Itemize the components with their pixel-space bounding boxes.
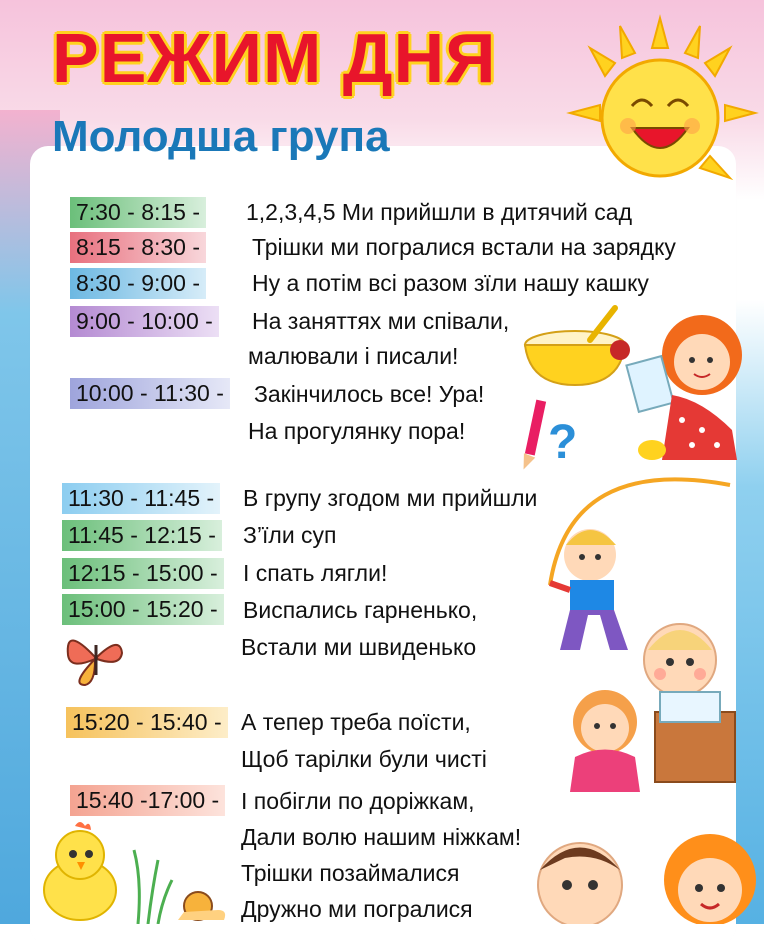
schedule-time: 9:00 - 10:00 -: [70, 306, 219, 337]
schedule-activity: Щоб тарілки були чисті: [241, 746, 487, 772]
schedule-time: 8:15 - 8:30 -: [70, 232, 206, 263]
schedule-row-8: [62, 558, 224, 589]
schedule-activity: Дружно ми погралися: [241, 896, 473, 922]
chick-icon: [35, 820, 125, 924]
question-mark-icon: ?: [548, 416, 578, 469]
schedule-activity: Дали волю нашим ніжкам!: [241, 824, 522, 850]
pencil-icon: [520, 395, 550, 475]
schedule-activity: Встали ми швиденько: [241, 634, 477, 660]
schedule-time: 15:20 - 15:40 -: [66, 707, 228, 738]
woman-face-icon: [655, 830, 764, 924]
boy-face-icon: [525, 830, 635, 924]
schedule-activity: На прогулянку пора!: [248, 418, 466, 444]
schedule-activity: Трішки ми погралися встали на зарядку: [252, 234, 676, 260]
schedule-row-7: [62, 520, 222, 551]
schedule-activity: А тепер треба поїсти,: [241, 709, 471, 735]
schedule-row-6: [62, 483, 220, 514]
schedule-time: 8:30 - 9:00 -: [70, 268, 206, 299]
schedule-row-2: [70, 232, 206, 263]
schedule-time: 15:40 -17:00 -: [70, 785, 225, 816]
schedule-activity: 1,2,3,4,5 Ми прийшли в дитячий сад: [246, 199, 633, 225]
schedule-row-3: [70, 268, 206, 299]
schedule-time: 12:15 - 15:00 -: [62, 558, 224, 589]
girl-at-desk-icon: [545, 682, 745, 797]
schedule-activity: На заняттях ми співали,: [252, 308, 510, 334]
schedule-activity: І спать лягли!: [243, 560, 388, 586]
snail-icon: [128, 840, 238, 924]
schedule-time: 7:30 - 8:15 -: [70, 197, 206, 228]
schedule-time: 11:30 - 11:45 -: [62, 483, 220, 514]
schedule-row-11: [70, 785, 225, 816]
schedule-activity: Ну а потім всі разом зїли нашу кашку: [252, 270, 649, 296]
schedule-activity: В групу згодом ми прийшли: [243, 485, 538, 511]
schedule-time: 11:45 - 12:15 -: [62, 520, 222, 551]
schedule-activity: Закінчилось все! Ура!: [254, 381, 485, 407]
girl-drawing-icon: [622, 300, 752, 470]
butterfly-icon: [60, 625, 130, 690]
schedule-activity: З’їли суп: [243, 522, 337, 548]
page-subtitle: Молодша група: [52, 112, 390, 161]
schedule-activity: І побігли по доріжкам,: [241, 788, 475, 814]
schedule-activity: малювали і писали!: [248, 343, 459, 369]
schedule-activity: Виспались гарненько,: [243, 597, 478, 623]
schedule-activity: Трішки позаймалися: [241, 860, 460, 886]
schedule-row-10: [66, 707, 228, 738]
schedule-row-9: [62, 594, 224, 625]
schedule-row-4: [70, 306, 219, 337]
schedule-time: 15:00 - 15:20 -: [62, 594, 224, 625]
schedule-row-5: [70, 378, 230, 409]
page-title: РЕЖИМ ДНЯ: [52, 19, 497, 97]
schedule-time: 10:00 - 11:30 -: [70, 378, 230, 409]
sun-icon: [560, 8, 760, 208]
schedule-row-1: [70, 197, 206, 228]
